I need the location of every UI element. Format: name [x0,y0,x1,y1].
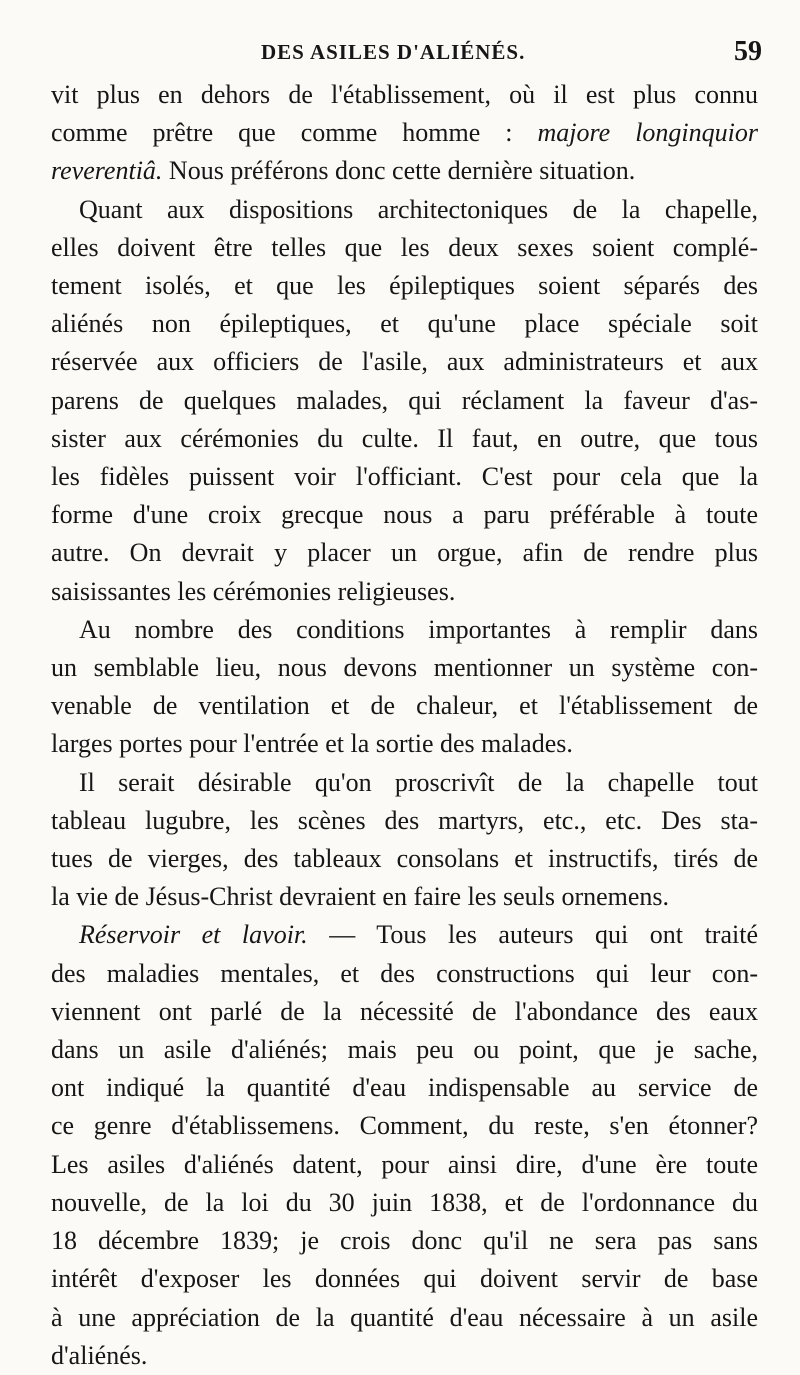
text-line: comme prêtre que comme homme : majore longinquior [51,118,758,148]
text-line: un semblable lieu, nous devons mentionner un système con- [51,653,758,683]
text-line: tement isolés, et que les épileptiques soient séparés des [51,271,758,301]
text-line: d'aliénés. [51,1340,148,1370]
text-line: les fidèles puissent voir l'officiant. C'est pour cela que la [51,462,758,492]
text-line: la vie de Jésus-Christ devraient en faire les seuls ornemens. [51,882,670,912]
text-line: Au nombre des conditions importantes à remplir dans [79,614,758,644]
text-line: reverentiâ. Nous préférons donc cette dernière situation. [51,156,636,186]
text-line: elles doivent être telles que les deux sexes soient complé- [51,232,758,262]
text-line: tues de vierges, des tableaux consolans et instructifs, tirés de [51,844,758,874]
latin-quote: reverentiâ. [51,156,163,186]
text-line: Les asiles d'aliénés datent, pour ainsi dire, d'une ère toute [51,1149,758,1179]
text-line: viennent ont parlé de la nécessité de l'abondance des eaux [51,996,758,1026]
text-line: autre. On devrait y placer un orgue, afin de rendre plus [51,538,758,568]
running-head: DES ASILES D'ALIÉNÉS. [261,40,526,64]
text-line: intérêt d'exposer les données qui doivent servir de base [51,1264,758,1294]
text-line: saisissantes les cérémonies religieuses. [51,576,456,606]
page-number: 59 [734,36,762,67]
section-heading: Réservoir et lavoir. [79,920,308,950]
text-line: ont indiqué la quantité d'eau indispensable au service de [51,1073,758,1103]
text-line: tableau lugubre, les scènes des martyrs, etc., etc. Des sta- [51,805,758,835]
body-text [51,76,758,1375]
text-line: des maladies mentales, et des constructions qui leur con- [51,958,758,988]
text-line: Réservoir et lavoir. — Tous les auteurs qui ont traité [79,920,758,950]
text-line: Il serait désirable qu'on proscrivît de la chapelle tout [79,767,758,797]
text-line: 18 décembre 1839; je crois donc qu'il ne sera pas sans [51,1226,758,1256]
text-line: larges portes pour l'entrée et la sortie des malades. [51,729,573,759]
text-line: parens de quelques malades, qui réclament la faveur d'as- [51,385,758,415]
text-line: nouvelle, de la loi du 30 juin 1838, et de l'ordonnance du [51,1187,758,1217]
latin-quote: majore longinquior [537,118,758,148]
text-line: ce genre d'établissemens. Comment, du reste, s'en étonner? [51,1111,758,1141]
text-line: forme d'une croix grecque nous a paru préférable à toute [51,500,758,530]
text-line: dans un asile d'aliénés; mais peu ou point, que je sache, [51,1035,758,1065]
text-line: Quant aux dispositions architectoniques de la chapelle, [79,194,758,224]
page-header [0,36,800,70]
text-line: à une appréciation de la quantité d'eau nécessaire à un asile [51,1302,758,1332]
text-line: sister aux cérémonies du culte. Il faut, en outre, que tous [51,423,758,453]
text-line: aliénés non épileptiques, et qu'une place spéciale soit [51,309,758,339]
text-line: réservée aux officiers de l'asile, aux administrateurs et aux [51,347,758,377]
text-line: vit plus en dehors de l'établissement, où il est plus connu [51,80,758,109]
text-line: venable de ventilation et de chaleur, et l'établissement de [51,691,758,721]
